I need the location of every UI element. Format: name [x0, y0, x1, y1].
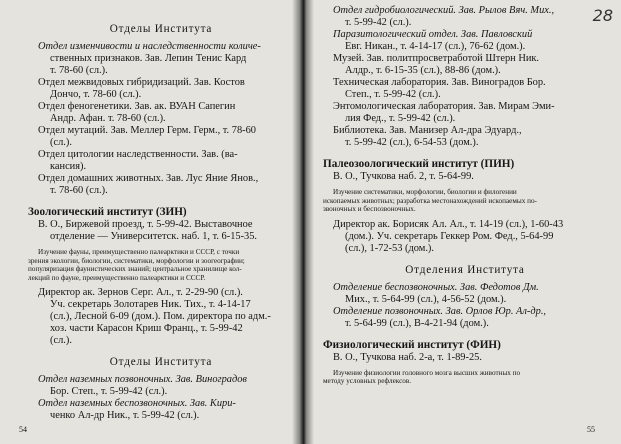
text-line: Отдел межвидовых гибридизаций. Зав. Костов	[38, 77, 245, 88]
text-line: Дончо, т. 78-60 (сл.).	[50, 89, 142, 100]
text-line: лия Фед., т. 5-99-42 (сл.).	[345, 113, 456, 124]
text-line: Отделы Института	[109, 356, 213, 369]
text-line: Отдел домашних животных. Зав. Лус Яние Янов.,	[38, 173, 259, 184]
text-line: (сл.).	[50, 137, 72, 148]
page-number-left: 54	[19, 425, 27, 434]
text-line: зрения экологии, биологии, систематики, морфологии и зоогеографии;	[28, 256, 245, 265]
line-gap	[323, 255, 607, 264]
book-gutter	[292, 0, 314, 444]
text-line: Отделения Института	[405, 263, 525, 276]
text-line: отделение — Университетск. наб. 1, т. 6-15-35.	[50, 231, 258, 242]
text-line: Уч. секретарь Золотарев Ник. Тих., т. 4-14-17	[50, 299, 251, 311]
text-line: Отдел гидробиологический. Зав. Рылов Вяч. Мих.,	[333, 5, 555, 16]
text-line: Изучение физиологии головного мозга высших животных по	[333, 368, 521, 377]
left-page	[0, 0, 300, 444]
text-line: т. 78-60 (сл.).	[50, 185, 108, 196]
text-line: т. 78-60 (сл.).	[50, 65, 108, 76]
text-line: популяризация фаунистических знаний; центральное хранилище кол-	[28, 265, 242, 274]
line-gap	[28, 347, 294, 356]
text-line: (сл.), Лесной 6-09 (дом.). Пом. директора по адм.-	[50, 311, 271, 323]
text-line: т. 5-64-99 (сл.), В-4-21-94 (дом.).	[345, 317, 489, 329]
text-line: Бор. Степ., т. 5-99-42 (сл.).	[50, 386, 168, 398]
right-page-text	[323, 5, 607, 386]
text-line: т. 5-99-42 (сл.).	[345, 17, 412, 28]
text-line: Степ., т. 5-99-42 (сл.).	[345, 89, 441, 100]
text-line: Техническая лаборатория. Зав. Виноградов Бор.	[333, 77, 546, 88]
line-gap	[323, 149, 607, 158]
page-number-right: 55	[587, 425, 595, 434]
text-line: Библиотека. Зав. Манизер Ал-дра Эдуард.,	[333, 125, 522, 136]
text-line: Отдел феногенетики. Зав. ак. ВУАН Сапегин	[38, 101, 236, 112]
text-line: (сл.), 1-72-53 (дом.).	[345, 242, 434, 254]
text-line: звоночных и беспозвоночных.	[323, 205, 416, 214]
handwritten-note: 28	[592, 6, 613, 25]
text-line: Отделение позвоночных. Зав. Орлов Юр. Ал-др.,	[333, 305, 547, 317]
text-line: Отдел мутаций. Зав. Меллер Герм. Герм., т. 78-60	[38, 125, 256, 136]
text-line: Отдел наземных позвоночных. Зав. Виноградов	[38, 374, 247, 386]
text-line: ственных признаков. Зав. Лепин Тенис Кард	[50, 53, 247, 64]
text-line: методу условных рефлексов.	[323, 377, 412, 386]
text-line: Мих., т. 5-64-99 (сл.), 4-56-52 (дом.).	[345, 293, 507, 305]
line-gap	[28, 197, 294, 206]
text-line: Отделы Института	[109, 23, 213, 35]
text-line: Энтомологическая лаборатория. Зав. Мирам Эми-	[333, 101, 555, 112]
text-line: Музей. Зав. политпросветработой Штерн Ник.	[333, 53, 540, 64]
text-line: Отдел изменчивости и наследственности количе-	[38, 41, 261, 52]
text-line: ченко Ал-др Ник., т. 5-99-42 (сл.).	[50, 410, 200, 422]
text-line: ископаемых животных; разработка местонахождений ископаемых по-	[323, 196, 537, 205]
text-line: В. О., Биржевой проезд, т. 5-99-42. Выставочное	[38, 219, 253, 230]
text-line: кансия).	[50, 161, 87, 172]
text-line: (дом.). Уч. секретарь Геккер Ром. Фед., 5-64-99	[345, 230, 554, 242]
text-line: Евг. Никан., т. 4-14-17 (сл.), 76-62 (дом.).	[345, 41, 526, 52]
text-line: хоз. части Карасон Криш Франц., т. 5-99-42	[50, 323, 243, 335]
text-line: В. О., Тучкова наб. 2-а, т. 1-89-25.	[333, 351, 482, 363]
text-line: т. 5-99-42 (сл.), 6-54-53 (дом.).	[345, 137, 479, 148]
text-line: Отделение беспозвоночных. Зав. Федотов Дм.	[333, 281, 539, 293]
text-line: Физиологический институт (ФИН)	[323, 338, 501, 351]
left-page-text	[28, 23, 294, 422]
text-line: Отдел наземных беспозвоночных. Зав. Кири-	[38, 398, 236, 410]
text-line: Андр. Афан. т. 78-60 (сл.).	[50, 113, 166, 124]
text-line: Алдр., т. 6-15-35 (сл.), 88-86 (дом.).	[345, 65, 501, 76]
text-line: Отдел цитологии наследственности. Зав. (ва-	[38, 149, 238, 160]
text-line: лекций по фауне, преимущественно палеарктики и СССР.	[28, 273, 206, 282]
right-page	[305, 0, 621, 444]
text-line: Директор ак. Борисяк Ал. Ал., т. 14-19 (сл.), 1-60-43	[333, 218, 564, 230]
text-line: Изучение систематики, морфологии, биологии и филогении	[333, 188, 517, 196]
text-line: Директор ак. Зернов Серг. Ал., т. 2-29-90 (сл.).	[38, 287, 243, 299]
text-line: Зоологический институт (ЗИН)	[28, 206, 187, 218]
text-line: Паразитологический отдел. Зав. Павловский	[333, 29, 533, 40]
text-line: В. О., Тучкова наб. 2, т. 5-64-99.	[333, 171, 474, 182]
text-line: Палеозоологический институт (ПИН)	[323, 158, 515, 170]
line-gap	[323, 330, 607, 339]
text-line: (сл.).	[50, 335, 72, 347]
text-line: Изучение фауны, преимущественно палеарктики и СССР, с точки	[38, 248, 240, 256]
